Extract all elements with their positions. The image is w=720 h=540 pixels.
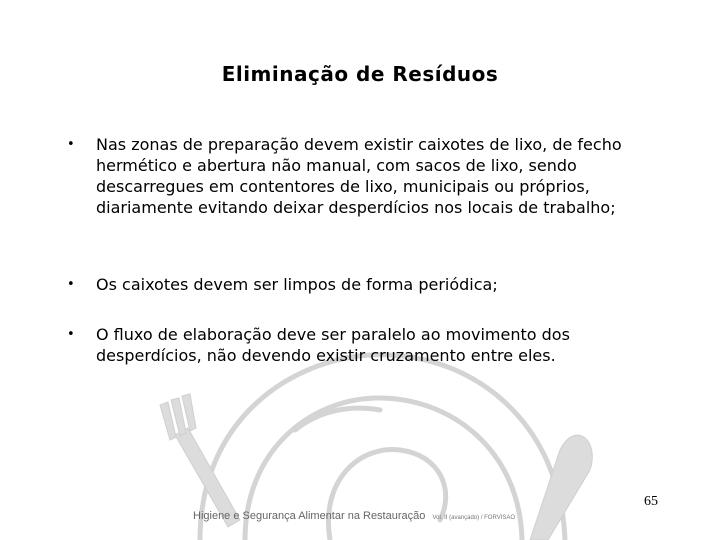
footer-subtitle: Vol. II (avançado) / FORVISAO <box>432 515 516 521</box>
bullet-marker: • <box>67 277 75 292</box>
bullet-text: O fluxo de elaboração deve ser paralelo ao movimento dos desperdícios, não devendo existir cruzamento entre eles. <box>96 325 570 365</box>
bullet-marker: • <box>67 327 75 342</box>
list-item <box>64 274 664 295</box>
list-item <box>64 134 664 218</box>
bullet-text: Nas zonas de preparação devem existir caixotes de lixo, de fecho hermético e abertura não manual, com sacos de lixo, sendo descarregues em contentores de lixo, municipais ou próprios, diariamente evitando deixar desperdícios nos locais de trabalho; <box>96 135 622 217</box>
slide-title: Eliminação de Resíduos <box>221 62 499 86</box>
bullet-text: Os caixotes devem ser limpos de forma periódica; <box>96 275 498 294</box>
bullet-marker: • <box>67 137 75 152</box>
list-item <box>64 324 664 366</box>
footer <box>193 510 515 522</box>
bullet-list <box>64 134 664 365</box>
page-number: 65 <box>644 494 658 509</box>
footer-title: Higiene e Segurança Alimentar na Restauração <box>193 510 426 522</box>
plate-swirl <box>328 450 445 540</box>
